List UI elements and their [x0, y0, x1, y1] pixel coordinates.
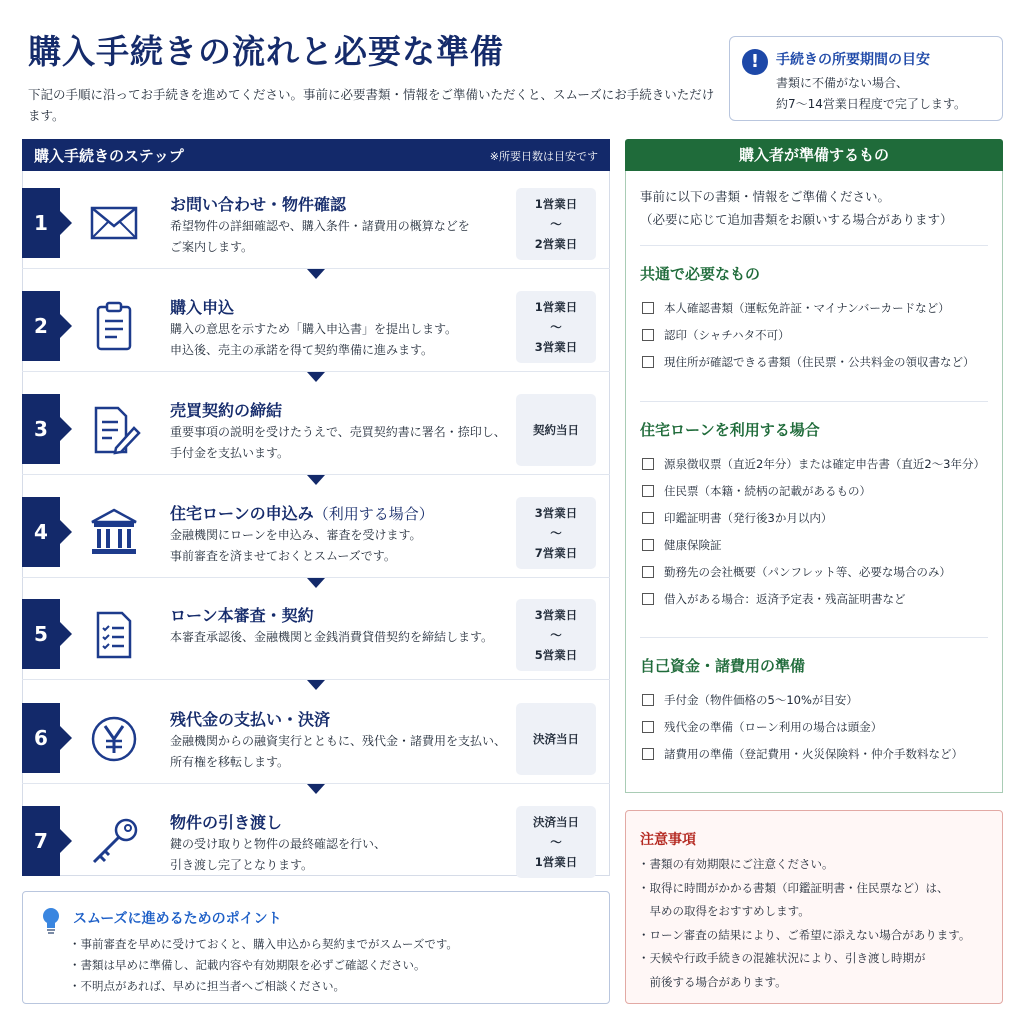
prep-intro-line-1: 事前に以下の書類・情報をご準備ください。	[640, 189, 891, 204]
step-duration-line: 3営業日	[534, 608, 578, 622]
step-duration	[516, 394, 596, 466]
step-duration-line: 〜	[550, 217, 562, 231]
step-title-main: お問い合わせ・物件確認	[170, 195, 347, 214]
step-description	[170, 422, 510, 464]
step-duration-line: 1営業日	[534, 300, 578, 314]
step-title	[170, 603, 314, 626]
caution-line: ・取得に時間がかかる書類（印鑑証明書・住民票など）は、	[638, 880, 949, 895]
step-duration-line: 決済当日	[533, 732, 579, 746]
step-description	[170, 525, 510, 567]
step-duration-line: 3営業日	[534, 506, 578, 520]
step-5	[22, 583, 610, 675]
step-description-line: 金融機関からの融資実行とともに、残代金・諸費用を支払い、	[170, 734, 507, 748]
step-title	[170, 192, 346, 215]
checkbox[interactable]	[642, 721, 654, 733]
step-duration-line: 〜	[550, 628, 562, 642]
step-description-line: 鍵の受け取りと物件の最終確認を行い、	[170, 837, 387, 851]
step-4	[22, 481, 610, 573]
prep-item-label: 借入がある場合：返済予定表・残高証明書など	[664, 592, 906, 606]
prep-item-label: 健康保険証	[664, 538, 722, 552]
caution-list	[638, 853, 970, 994]
prep-item-label: 認印（シャチハタ不可）	[664, 328, 790, 342]
step-number: 1	[22, 188, 60, 258]
step-number: 4	[22, 497, 60, 567]
step-description-line: 事前審査を済ませておくとスムーズです。	[170, 549, 396, 563]
checkbox[interactable]	[642, 458, 654, 470]
step-description-line: 手付金を支払います。	[170, 446, 290, 460]
step-description-line: 申込後、売主の承諾を得て契約準備に進みます。	[170, 343, 434, 357]
step-duration	[516, 599, 596, 671]
step-title	[170, 707, 330, 730]
step-duration-line: 1営業日	[534, 197, 578, 211]
step-3	[22, 378, 610, 470]
caution-line: 早めの取得をおすすめします。	[638, 904, 810, 918]
step-description	[170, 627, 510, 648]
step-duration	[516, 703, 596, 775]
tips-item: ・不明点があれば、早めに担当者へご相談ください。	[69, 979, 345, 993]
checkbox[interactable]	[642, 356, 654, 368]
step-duration-line: 2営業日	[534, 237, 578, 251]
checkbox[interactable]	[642, 302, 654, 314]
caution-line: ・書類の有効期限にご注意ください。	[638, 857, 834, 871]
step-description-line: 本審査承認後、金融機関と金銭消費貸借契約を締結します。	[170, 630, 494, 644]
period-line-1: 書類に不備がない場合、	[776, 76, 909, 90]
checkbox[interactable]	[642, 593, 654, 605]
step-title-main: 売買契約の締結	[170, 401, 283, 420]
step-title	[170, 398, 282, 421]
prep-item-label: 勤務先の会社概要（パンフレット等、必要な場合のみ）	[664, 565, 951, 579]
prep-section-title: 住宅ローンを利用する場合	[640, 421, 820, 439]
prep-item-label: 印鑑証明書（発行後3か月以内）	[664, 511, 833, 525]
step-duration-line: 1営業日	[534, 855, 578, 869]
step-description-line: 重要事項の説明を受けたうえで、売買契約書に署名・捺印し、	[170, 425, 506, 439]
prep-section-title: 共通で必要なもの	[640, 265, 761, 283]
step-duration	[516, 291, 596, 363]
prep-item-label: 本人確認書類（運転免許証・マイナンバーカードなど）	[664, 301, 950, 315]
step-title-main: 購入申込	[170, 298, 235, 317]
checkbox[interactable]	[642, 539, 654, 551]
step-duration-line: 3営業日	[534, 340, 578, 354]
prep-item-label: 源泉徴収票（直近2年分）または確定申告書（直近2〜3年分）	[664, 457, 985, 471]
checkbox[interactable]	[642, 748, 654, 760]
step-duration	[516, 497, 596, 569]
checkbox[interactable]	[642, 329, 654, 341]
bank-icon	[86, 507, 142, 559]
steps-title: 購入手続きのステップ	[34, 147, 184, 165]
prep-intro	[640, 185, 953, 231]
step-duration	[516, 188, 596, 260]
tips-item: ・事前審査を早めに受けておくと、購入申込から契約までがスムーズです。	[69, 937, 458, 951]
page-title: 購入手続きの流れと必要な準備	[28, 32, 504, 71]
key-icon	[86, 816, 142, 868]
step-title-main: 住宅ローンの申込み	[170, 504, 314, 523]
clipboard-icon	[86, 301, 142, 353]
step-description	[170, 216, 510, 258]
step-duration-line: 〜	[550, 320, 562, 334]
step-1	[22, 172, 610, 264]
checkbox[interactable]	[642, 485, 654, 497]
prep-box	[625, 171, 1003, 793]
period-title: 手続きの所要期間の目安	[776, 52, 930, 68]
step-description	[170, 834, 510, 876]
step-description-line: 金融機関にローンを申込み、審査を受けます。	[170, 528, 422, 542]
checkbox[interactable]	[642, 566, 654, 578]
prep-item-label: 住民票（本籍・続柄の記載があるもの）	[664, 484, 871, 498]
step-description	[170, 731, 510, 773]
prep-header: 購入者が準備するもの	[625, 139, 1003, 171]
steps-header	[22, 139, 610, 171]
prep-item-label: 諸費用の準備（登記費用・火災保険料・仲介手数料など）	[664, 747, 963, 761]
step-title-main: 残代金の支払い・決済	[170, 710, 331, 729]
tips-item: ・書類は早めに準備し、記載内容や有効期限を必ずご確認ください。	[69, 958, 426, 972]
step-description-line: 購入の意思を示すため「購入申込書」を提出します。	[170, 322, 458, 336]
period-line-2: 約7〜14営業日程度で完了します。	[776, 97, 966, 111]
step-title-main: ローン本審査・契約	[170, 606, 314, 625]
steps-note: ※所要日数は目安です	[489, 150, 598, 163]
step-title	[170, 501, 434, 524]
caution-box	[625, 810, 1003, 1004]
prep-item-label: 残代金の準備（ローン利用の場合は頭金）	[664, 720, 883, 734]
lightbulb-icon	[39, 906, 63, 936]
period-body	[776, 73, 966, 115]
step-duration	[516, 806, 596, 878]
step-duration-line: 〜	[550, 526, 562, 540]
step-number: 3	[22, 394, 60, 464]
step-description-line: 所有権を移転します。	[170, 755, 290, 769]
document-pen-icon	[86, 404, 142, 456]
step-7	[22, 790, 610, 882]
prep-section-title: 自己資金・諸費用の準備	[640, 657, 806, 675]
caution-line: ・天候や行政手続きの混雑状況により、引き渡し時期が	[638, 951, 926, 965]
period-box	[729, 36, 1003, 121]
step-number: 6	[22, 703, 60, 773]
caution-line: 前後する場合があります。	[638, 974, 787, 989]
caution-title: 注意事項	[640, 832, 696, 848]
step-duration-line: 決済当日	[533, 815, 579, 829]
page-intro: 下記の手順に沿ってお手続きを進めてください。事前に必要書類・情報をご準備いただくと、スムーズにお手続きいただけます。	[28, 87, 715, 123]
step-description-line: 希望物件の詳細確認や、購入条件・諸費用の概算などを	[170, 219, 470, 233]
tips-title: スムーズに進めるためのポイント	[73, 911, 282, 927]
step-title	[170, 810, 282, 833]
step-2	[22, 275, 610, 367]
step-duration-line: 契約当日	[533, 423, 579, 437]
tips-box	[22, 891, 610, 1004]
tips-list	[69, 934, 458, 997]
prep-divider	[640, 637, 988, 638]
step-6	[22, 687, 610, 779]
exclamation-icon: !	[742, 49, 768, 75]
envelope-icon	[86, 198, 142, 250]
step-title-main: 物件の引き渡し	[170, 813, 283, 832]
step-duration-line: 〜	[550, 835, 562, 849]
step-title-sub: （利用する場合）	[313, 505, 434, 523]
prep-intro-line-2: （必要に応じて追加書類をお願いする場合があります）	[640, 212, 953, 227]
step-duration-line: 7営業日	[534, 546, 578, 560]
step-number: 5	[22, 599, 60, 669]
caution-line: ・ローン審査の結果により、ご希望に添えない場合があります。	[638, 927, 971, 942]
checkbox[interactable]	[642, 694, 654, 706]
prep-divider	[640, 245, 988, 246]
step-description-line: ご案内します。	[170, 240, 254, 254]
step-description-line: 引き渡し完了となります。	[170, 858, 314, 872]
step-number: 2	[22, 291, 60, 361]
yen-icon	[86, 713, 142, 765]
checkbox[interactable]	[642, 512, 654, 524]
step-duration-line: 5営業日	[534, 648, 578, 662]
prep-divider	[640, 401, 988, 402]
step-title	[170, 295, 234, 318]
step-number: 7	[22, 806, 60, 876]
prep-item-label: 手付金（物件価格の5〜10%が目安）	[664, 693, 858, 707]
prep-item-label: 現住所が確認できる書類（住民票・公共料金の領収書など）	[664, 355, 975, 369]
checklist-icon	[86, 609, 142, 661]
step-description	[170, 319, 510, 361]
